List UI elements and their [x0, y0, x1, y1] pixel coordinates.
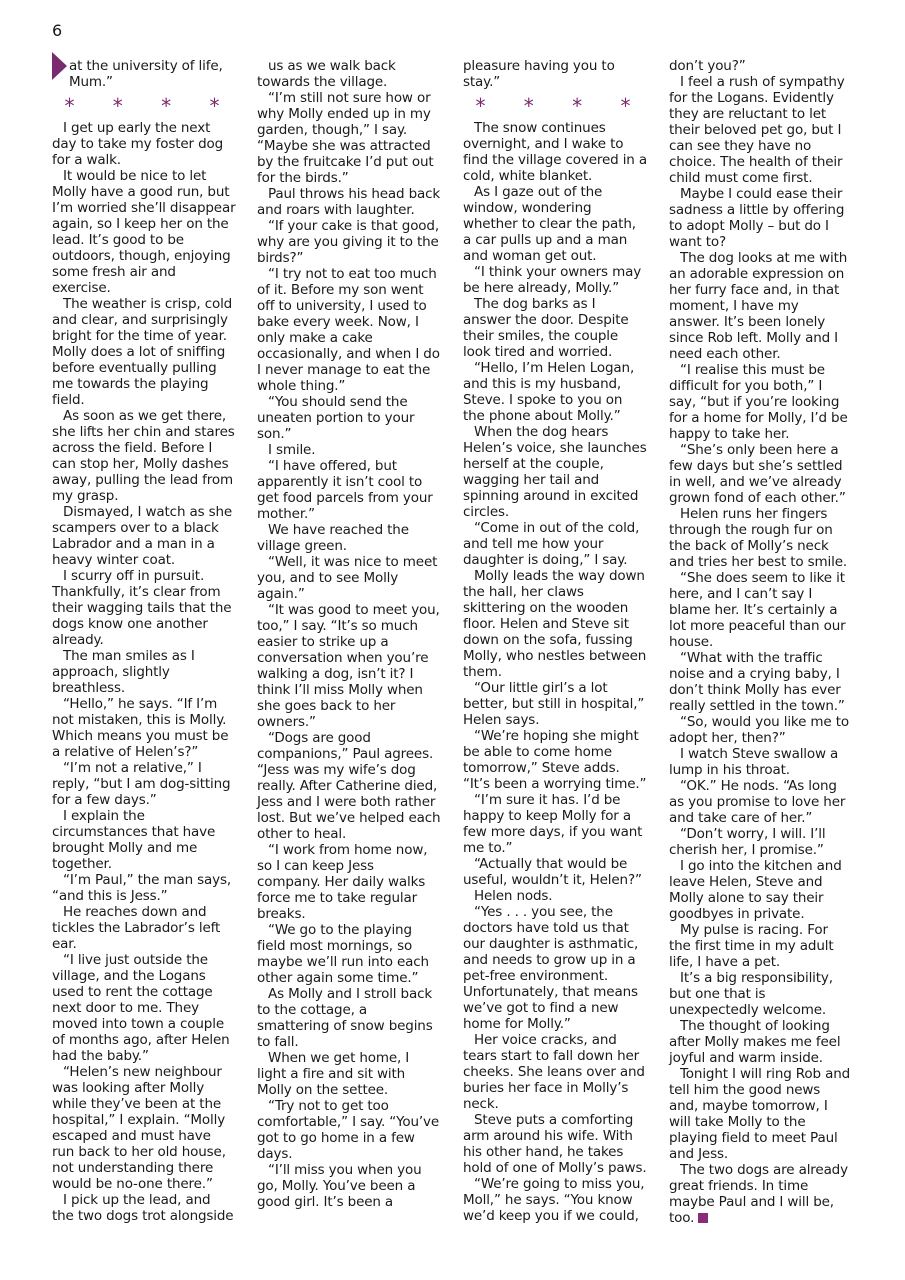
column-2	[257, 58, 441, 1210]
paragraph: “Helen’s new neighbour was looking after Molly while they’ve been at the hospital,” I explain. “Molly escaped and must have run back to her old house, not understanding there would be no-one there.”	[52, 1064, 226, 1192]
paragraph: Steve puts a comforting arm around his wife. With his other hand, he takes hold of one of Molly’s paws.	[463, 1112, 647, 1176]
page-number: 6	[52, 21, 63, 40]
paragraph: “Come in out of the cold, and tell me how your daughter is doing,” I say.	[463, 520, 640, 568]
opening-line: at the university of life, Mum.”	[69, 58, 223, 90]
paragraph-text: The two dogs are already great friends. In time maybe Paul and I will be, too.	[669, 1162, 848, 1226]
paragraph: It would be nice to let Molly have a good run, but I’m worried she’ll disappear again, so I keep her on the lead. It’s good to be outdoors, though, enjoying some fresh air and exercise.	[52, 168, 236, 296]
paragraph: I smile.	[268, 442, 316, 458]
col1-body	[52, 120, 236, 1224]
paragraph: I go into the kitchen and leave Helen, Steve and Molly alone to say their goodbyes in private.	[669, 858, 842, 922]
paragraph: “You should send the uneaten portion to your son.”	[257, 394, 415, 442]
paragraph: Helen nods.	[474, 888, 553, 904]
opening-line: don’t you?”	[669, 58, 746, 74]
paragraph: “She does seem to like it here, and I can’t say I blame her. It’s certainly a lot more peaceful than our house.	[669, 570, 846, 650]
paragraph: “We’re going to miss you, Moll,” he says. “You know we’d keep you if we could,	[463, 1176, 645, 1224]
paragraph: “I’m sure it has. I’d be happy to keep Molly for a few more days, if you want me to.”	[463, 792, 643, 856]
paragraph: I explain the circumstances that have brought Molly and me together.	[52, 808, 216, 872]
paragraph: “What with the traffic noise and a crying baby, I don’t think Molly has ever really settled in the town.”	[669, 650, 845, 714]
paragraph: “Try not to get too comfortable,” I say. “You’ve got to go home in a few days.	[257, 1098, 440, 1162]
paragraph	[669, 1162, 853, 1226]
paragraph: Maybe I could ease their sadness a little by offering to adopt Molly – but do I want to?	[669, 186, 845, 250]
paragraph: “I’m not a relative,” I reply, “but I am dog-sitting for a few days.”	[52, 760, 231, 808]
paragraph: “Hello,” he says. “If I’m not mistaken, this is Molly. Which means you must be a relative of Helen’s?”	[52, 696, 229, 760]
paragraph: The dog looks at me with an adorable expression on her furry face and, in that moment, I have my answer. It’s been lonely since Rob left. Molly and I need each other.	[669, 250, 848, 362]
col3-body	[463, 120, 647, 1224]
paragraph: “Our little girl’s a lot better, but still in hospital,” Helen says.	[463, 680, 645, 728]
opening-line: pleasure having you to stay.”	[463, 58, 615, 90]
paragraph: The snow continues overnight, and I wake to find the village covered in a cold, white blanket.	[463, 120, 647, 184]
paragraph: As Molly and I stroll back to the cottage, a smattering of snow begins to fall.	[257, 986, 433, 1050]
column-1	[52, 58, 236, 1224]
paragraph: As soon as we get there, she lifts her chin and stares across the field. Before I can stop her, Molly dashes away, pulling the lead from my grasp.	[52, 408, 235, 504]
column-4	[669, 58, 853, 1226]
paragraph: I pick up the lead, and the two dogs trot alongside	[52, 1192, 234, 1224]
paragraph: Tonight I will ring Rob and tell him the good news and, maybe tomorrow, I will take Molly to the playing field to meet Paul and Jess.	[669, 1066, 851, 1162]
paragraph: The thought of looking after Molly makes me feel joyful and warm inside.	[669, 1018, 841, 1066]
paragraph: I get up early the next day to take my foster dog for a walk.	[52, 120, 224, 168]
paragraph: “I work from home now, so I can keep Jess company. Her daily walks force me to take regular breaks.	[257, 842, 428, 922]
paragraph: “Dogs are good companions,” Paul agrees. “Jess was my wife’s dog really. After Catherine died, Jess and I were both rather lost. But we’ve helped each other to heal.	[257, 730, 441, 842]
paragraph: “I try not to eat too much of it. Before my son went off to university, I used to bake every week. Now, I only make a cake occasionally, and when I do I never manage to eat the whole thing.”	[257, 266, 440, 394]
paragraph: “I realise this must be difficult for you both,” I say, “but if you’re looking for a home for Molly, I’d be happy to take her.	[669, 362, 848, 442]
paragraph: Her voice cracks, and tears start to fall down her cheeks. She leans over and buries her face in Molly’s neck.	[463, 1032, 645, 1112]
paragraph: “OK.” He nods. “As long as you promise to love her and take care of her.”	[669, 778, 846, 826]
paragraph: “I have offered, but apparently it isn’t cool to get food parcels from your mother.”	[257, 458, 433, 522]
paragraph: The dog barks as I answer the door. Despite their smiles, the couple look tired and worried.	[463, 296, 629, 360]
column-3	[463, 58, 647, 1224]
paragraph: “It was good to meet you, too,” I say. “It’s so much easier to strike up a conversation when you’re walking a dog, isn’t it? I think I’ll miss Molly when she goes back to her owners.”	[257, 602, 440, 730]
paragraph: “I’ll miss you when you go, Molly. You’ve been a good girl. It’s been a	[257, 1162, 422, 1210]
paragraph: “Don’t worry, I will. I’ll cherish her, I promise.”	[669, 826, 826, 858]
paragraph: Dismayed, I watch as she scampers over to a black Labrador and a man in a heavy winter coat.	[52, 504, 233, 568]
paragraph: Paul throws his head back and roars with laughter.	[257, 186, 441, 218]
paragraph: “We go to the playing field most mornings, so maybe we’ll run into each other again some time.”	[257, 922, 429, 986]
scene-break-stars: * * * *	[64, 94, 236, 118]
end-square-icon	[698, 1213, 708, 1223]
paragraph: “So, would you like me to adopt her, then?”	[669, 714, 849, 746]
paragraph: “I’m still not sure how or why Molly ended up in my garden, though,” I say. “Maybe she was attracted by the fruitcake I’d put out for the birds.”	[257, 90, 434, 186]
paragraph: “I’m Paul,” the man says, “and this is Jess.”	[52, 872, 231, 904]
paragraph: “She’s only been here a few days but she’s settled in well, and we’ve already grown fond of each other.”	[669, 442, 846, 506]
scene-break-stars: * * * *	[475, 94, 647, 118]
paragraph: us as we walk back towards the village.	[257, 58, 396, 90]
paragraph: My pulse is racing. For the first time in my adult life, I have a pet.	[669, 922, 834, 970]
paragraph: “If your cake is that good, why are you giving it to the birds?”	[257, 218, 439, 266]
paragraph: “I live just outside the village, and the Logans used to rent the cottage next door to me. They moved into town a couple of months ago, after Helen had the baby.”	[52, 952, 230, 1064]
col4-body	[669, 74, 853, 1226]
paragraph: “Yes . . . you see, the doctors have told us that our daughter is asthmatic, and needs to grow up in a pet-free environment. Unfortunately, that means we’ve got to find a new home for Molly.”	[463, 904, 639, 1032]
col2-body	[257, 58, 441, 1210]
paragraph: The man smiles as I approach, slightly breathless.	[52, 648, 195, 696]
paragraph: “Actually that would be useful, wouldn’t it, Helen?”	[463, 856, 642, 888]
paragraph: “We’re hoping she might be able to come home tomorrow,” Steve adds. “It’s been a worrying time.”	[463, 728, 647, 792]
paragraph: I feel a rush of sympathy for the Logans. Evidently they are reluctant to let their beloved pet go, but I can see they have no choice. The health of their child must come first.	[669, 74, 845, 186]
paragraph: When we get home, I light a fire and sit with Molly on the settee.	[257, 1050, 410, 1098]
paragraph: I watch Steve swallow a lump in his throat.	[669, 746, 839, 778]
paragraph: “Well, it was nice to meet you, and to see Molly again.”	[257, 554, 438, 602]
paragraph: As I gaze out of the window, wondering whether to clear the path, a car pulls up and a man and woman get out.	[463, 184, 636, 264]
paragraph: The weather is crisp, cold and clear, and surprisingly bright for the time of year. Molly does a lot of sniffing before eventually pulling me towards the playing field.	[52, 296, 233, 408]
paragraph: He reaches down and tickles the Labrador’s left ear.	[52, 904, 221, 952]
paragraph: I scurry off in pursuit. Thankfully, it’s clear from their wagging tails that the dogs know one another already.	[52, 568, 232, 648]
paragraph: It’s a big responsibility, but one that is unexpectedly welcome.	[669, 970, 833, 1018]
paragraph: Molly leads the way down the hall, her claws skittering on the wooden floor. Helen and Steve sit down on the sofa, fussing Molly, who nestles between them.	[463, 568, 647, 680]
paragraph: “Hello, I’m Helen Logan, and this is my husband, Steve. I spoke to you on the phone about Molly.”	[463, 360, 635, 424]
paragraph: When the dog hears Helen’s voice, she launches herself at the couple, wagging her tail and spinning around in excited circles.	[463, 424, 647, 520]
paragraph: We have reached the village green.	[257, 522, 409, 554]
paragraph: “I think your owners may be here already, Molly.”	[463, 264, 642, 296]
paragraph: Helen runs her fingers through the rough fur on the back of Molly’s neck and tries her best to smile.	[669, 506, 848, 570]
